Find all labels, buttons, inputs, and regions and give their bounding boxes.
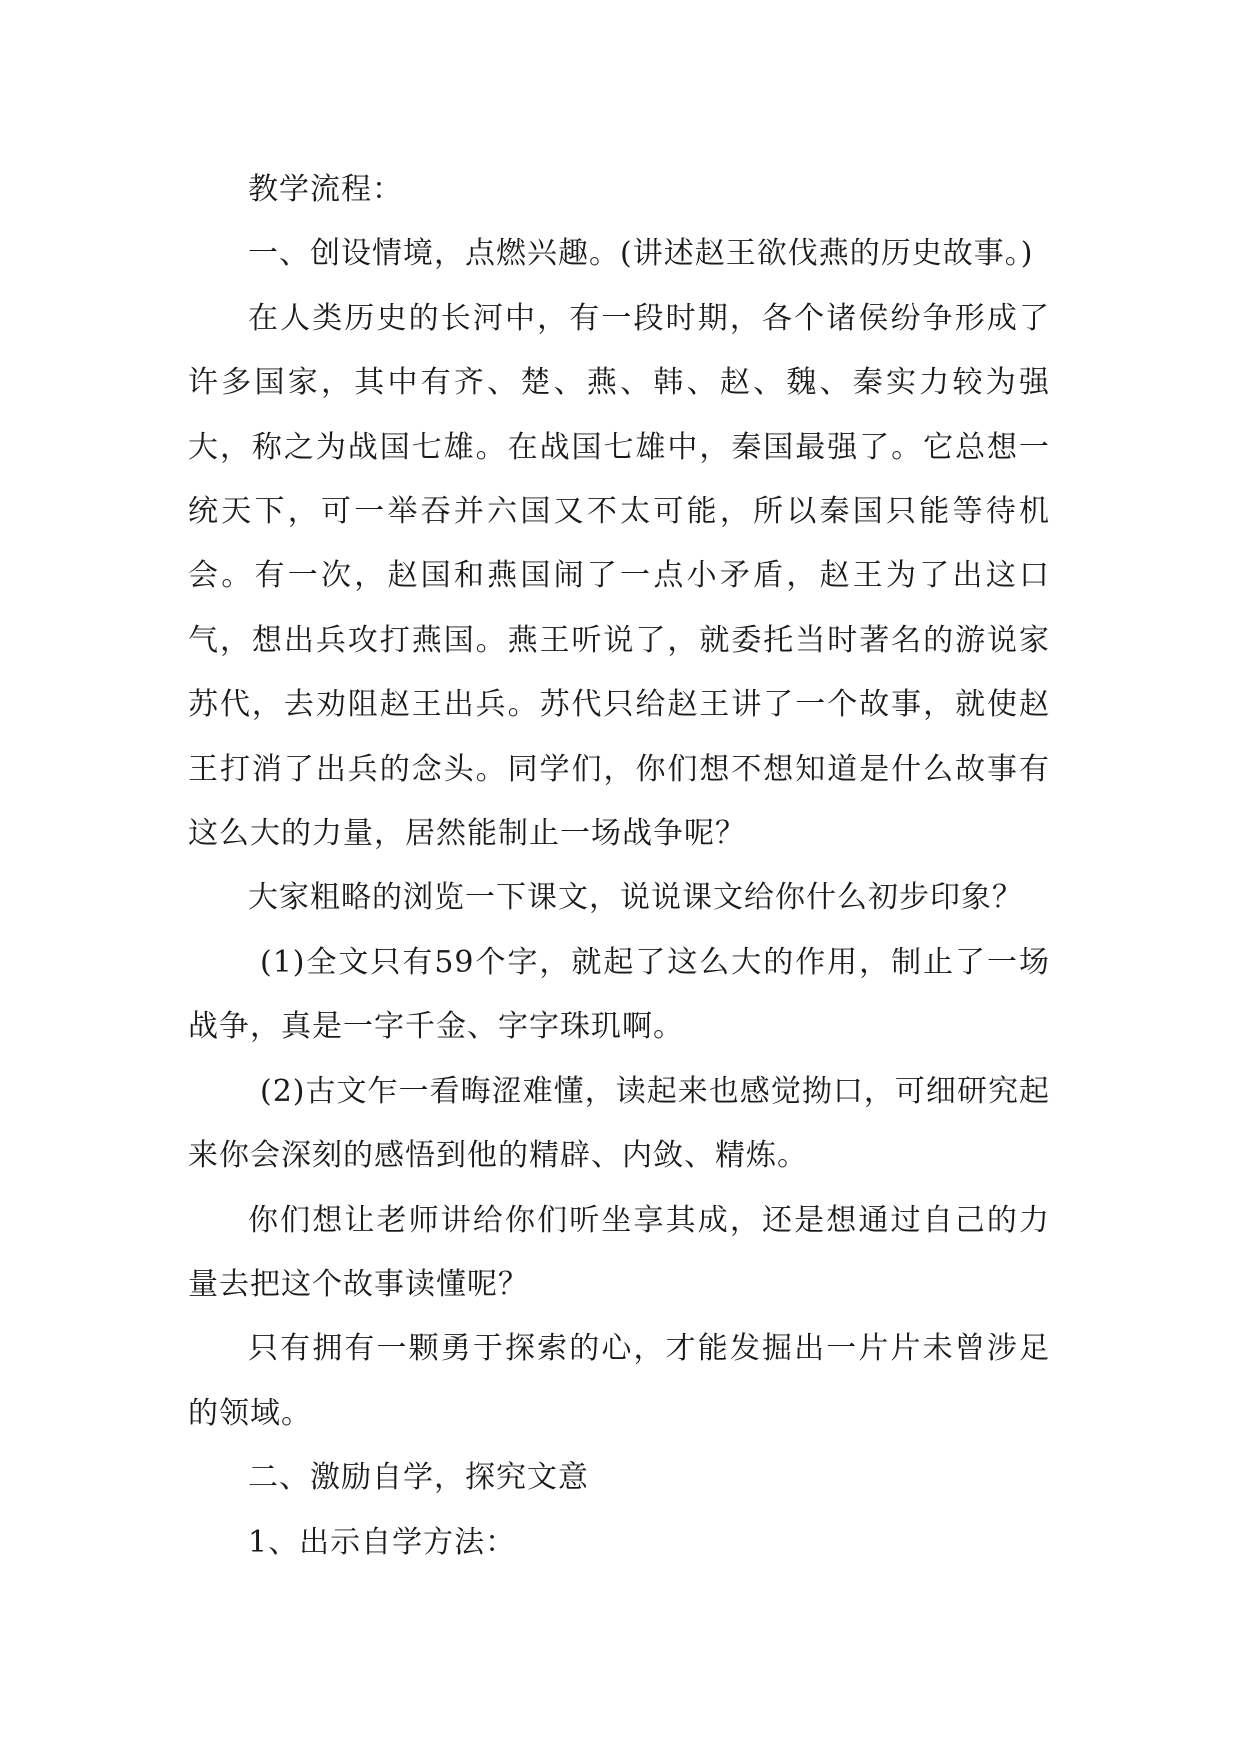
question-paragraph: 你们想让老师讲给你们听坐享其成，还是想通过自己的力量去把这个故事读懂呢？ bbox=[188, 1202, 1050, 1302]
section-two-heading: 二、激励自学，探究文意 bbox=[248, 1460, 589, 1496]
point-one-paragraph: (1)全文只有59个字，就起了这么大的作用，制止了一场战争，真是一字千金、字字珠玑啊。 bbox=[188, 944, 1050, 1045]
section-intro-heading: 教学流程： bbox=[248, 172, 403, 207]
motto-paragraph: 只有拥有一颗勇于探索的心，才能发掘出一片片未曾涉足的领域。 bbox=[188, 1331, 1050, 1431]
method-heading: 1、出示自学方法： bbox=[248, 1524, 517, 1560]
point-two-paragraph: (2)古文乍一看晦涩难懂，读起来也感觉拗口，可细研究起来你会深刻的感悟到他的精辟、内敛、精炼。 bbox=[188, 1073, 1050, 1174]
prompt-paragraph: 大家粗略的浏览一下课文，说说课文给你什么初步印象？ bbox=[248, 880, 1023, 916]
story-paragraph: 在人类历史的长河中，有一段时期，各个诸侯纷争形成了许多国家，其中有齐、楚、燕、韩、赵、魏、秦实力较为强大，称之为战国七雄。在战国七雄中，秦国最强了。它总想一统天下，可一举吞并六国又不太可能，所以秦国只能等待机会。有一次，赵国和燕国闹了一点小矛盾，赵王为了出这口气，想出兵攻打燕国。燕王听说了，就委托当时著名的游说家苏代，去劝阻赵王出兵。苏代只给赵王讲了一个故事，就使赵王打消了出兵的念头。同学们，你们想不想知道是什么故事有这么大的力量，居然能制止一场战争呢？ bbox=[188, 300, 1050, 852]
document-body bbox=[188, 158, 1050, 1575]
section-one-heading: 一、创设情境，点燃兴趣。(讲述赵王欲伐燕的历史故事。) bbox=[248, 236, 1034, 272]
